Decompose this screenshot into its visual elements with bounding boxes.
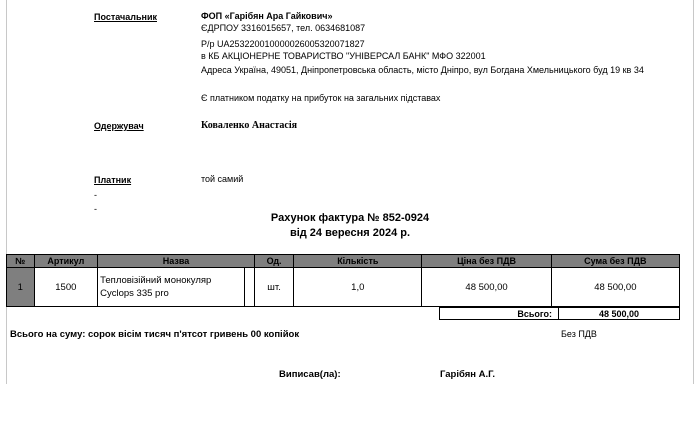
row-name <box>98 268 255 307</box>
row-sum: 48 500,00 <box>551 268 679 307</box>
col-header-sum: Сума без ПДВ <box>551 255 679 268</box>
payer-label: Платник <box>94 175 132 185</box>
supplier-bank: в КБ АКЦІОНЕРНЕ ТОВАРИСТВО "УНІВЕРСАЛ БАНК" МФО 322001 <box>201 51 486 61</box>
col-header-unit: Од. <box>254 255 293 268</box>
recipient-name: Коваленко Анастасія <box>201 120 298 131</box>
recipient-label: Одержувач <box>94 121 144 131</box>
signature-name: Гарібян А.Г. <box>440 369 495 380</box>
table-header-row <box>7 255 680 268</box>
total-label: Всього: <box>439 307 559 320</box>
row-quantity: 1,0 <box>294 268 422 307</box>
page-border-right <box>693 0 694 384</box>
items-table <box>6 254 680 307</box>
page-border-left <box>6 0 7 384</box>
payer-dash-1: - <box>94 190 97 200</box>
row-name-text: Тепловізійний монокуляр Cyclops 335 pro <box>100 275 212 299</box>
col-header-price: Ціна без ПДВ <box>422 255 551 268</box>
row-name-divider <box>244 268 245 306</box>
row-number: 1 <box>7 268 35 307</box>
supplier-address: Адреса Україна, 49051, Дніпропетровська область, місто Дніпро, вул Богдана Хмельницького буд 19 кв 34 <box>201 65 644 75</box>
payer-dash-2: - <box>94 204 97 214</box>
payer-value: той самий <box>201 174 244 184</box>
supplier-label: Постачальник <box>94 12 157 22</box>
supplier-tax-status: Є платником податку на прибуток на загальних підставах <box>201 93 441 103</box>
total-in-words: Всього на суму: сорок вісім тисяч п'ятсот гривень 00 копійок <box>10 329 300 340</box>
col-header-quantity: Кількість <box>294 255 422 268</box>
row-article: 1500 <box>34 268 98 307</box>
invoice-title: Рахунок фактура № 852-0924 <box>270 212 430 224</box>
table-row <box>7 268 680 307</box>
row-price: 48 500,00 <box>422 268 551 307</box>
col-header-article: Артикул <box>34 255 98 268</box>
supplier-account: Р/р UA253220010000026005320071827 <box>201 39 365 49</box>
col-header-name: Назва <box>98 255 255 268</box>
invoice-date: від 24 вересня 2024 р. <box>289 227 411 239</box>
col-header-number: № <box>7 255 35 268</box>
supplier-name: ФОП «Гарібян Ара Гайкович» <box>201 11 333 21</box>
row-unit: шт. <box>254 268 293 307</box>
signature-label: Виписав(ла): <box>279 369 341 380</box>
supplier-edrpou: ЄДРПОУ 3316015657, тел. 0634681087 <box>201 23 366 33</box>
total-value: 48 500,00 <box>558 307 680 320</box>
vat-note: Без ПДВ <box>561 329 597 339</box>
